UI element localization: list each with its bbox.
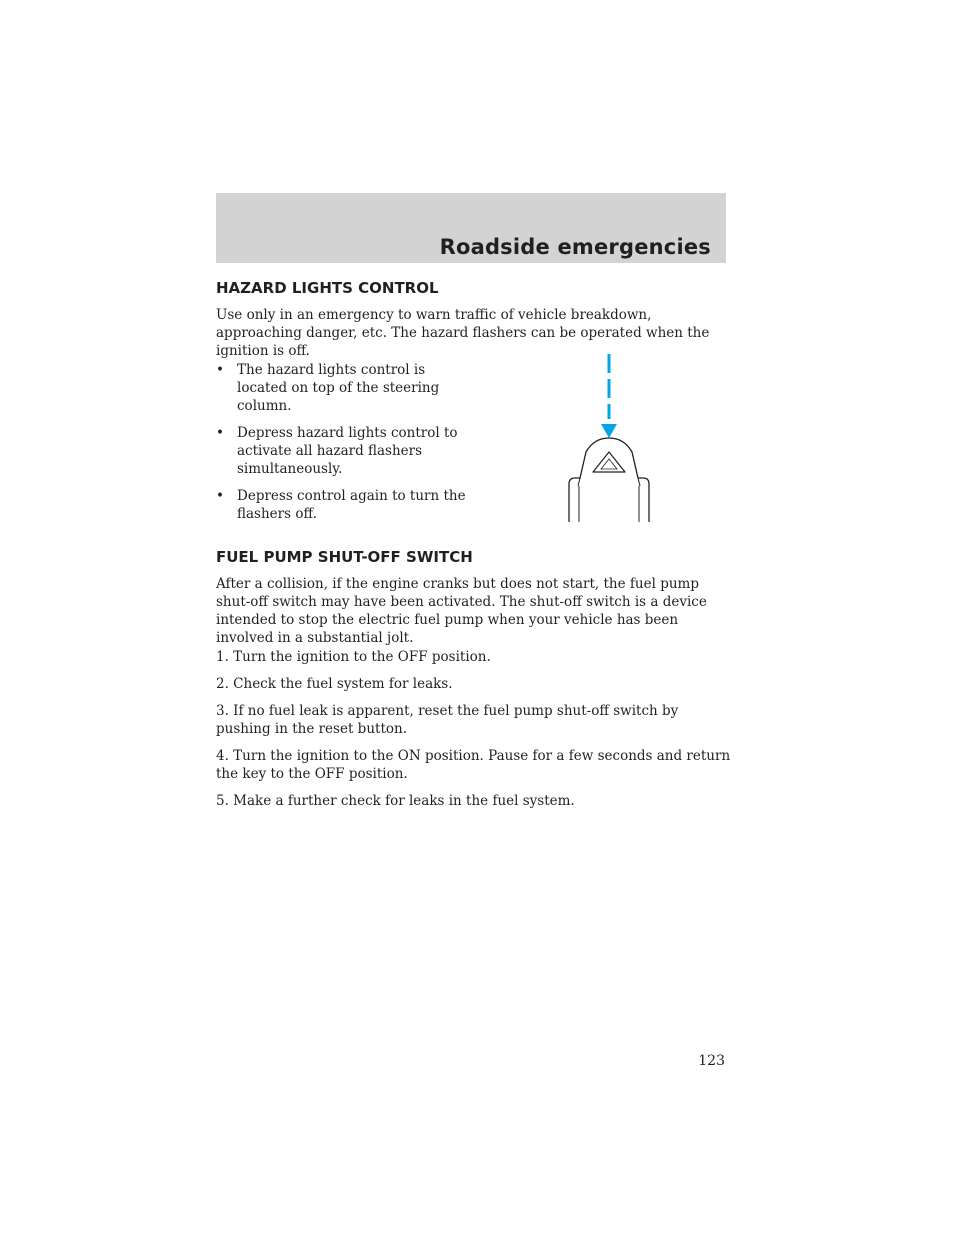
bullet-text: Depress hazard lights control to activate all hazard flashers simultaneously. [237, 425, 458, 477]
fuel-pump-step-1: 1. Turn the ignition to the OFF position. [216, 649, 491, 665]
fuel-pump-step-3: 3. If no fuel leak is apparent, reset the fuel pump shut-off switch by pushing in the reset button. [216, 703, 679, 737]
fuel-pump-intro-paragraph: After a collision, if the engine cranks but does not start, the fuel pump shut-off switch may have been activated. The shut-off switch is a device intended to stop the electric fuel pump when your vehicle has been involved in a substantial jolt. [216, 576, 707, 646]
page-number: 123 [698, 1053, 725, 1069]
fuel-pump-heading: FUEL PUMP SHUT-OFF SWITCH [216, 548, 473, 566]
fuel-pump-step-4: 4. Turn the ignition to the ON position. Pause for a few seconds and return the key to the OFF position. [216, 748, 731, 782]
hazard-bullet-3 [216, 487, 476, 523]
fuel-pump-step-5: 5. Make a further check for leaks in the fuel system. [216, 793, 575, 809]
hazard-control-illustration [556, 352, 666, 527]
hazard-lights-heading: HAZARD LIGHTS CONTROL [216, 279, 439, 297]
section-title: Roadside emergencies [439, 235, 711, 259]
pointer-arrow-icon [601, 354, 617, 438]
bullet-marker: • [216, 488, 224, 504]
fuel-pump-step-2: 2. Check the fuel system for leaks. [216, 676, 453, 692]
section-header-band [216, 193, 726, 263]
hazard-triangle-icon [593, 452, 625, 472]
bullet-marker: • [216, 362, 224, 378]
hazard-button-housing [569, 438, 649, 522]
bullet-marker: • [216, 425, 224, 441]
hazard-bullet-2 [216, 424, 476, 478]
hazard-intro-paragraph: Use only in an emergency to warn traffic of vehicle breakdown, approaching danger, etc. The hazard flashers can be operated when the ignition is off. [216, 307, 710, 359]
bullet-text: Depress control again to turn the flashers off. [237, 488, 466, 522]
hazard-bullet-1 [216, 361, 476, 415]
bullet-text: The hazard lights control is located on top of the steering column. [237, 362, 440, 414]
